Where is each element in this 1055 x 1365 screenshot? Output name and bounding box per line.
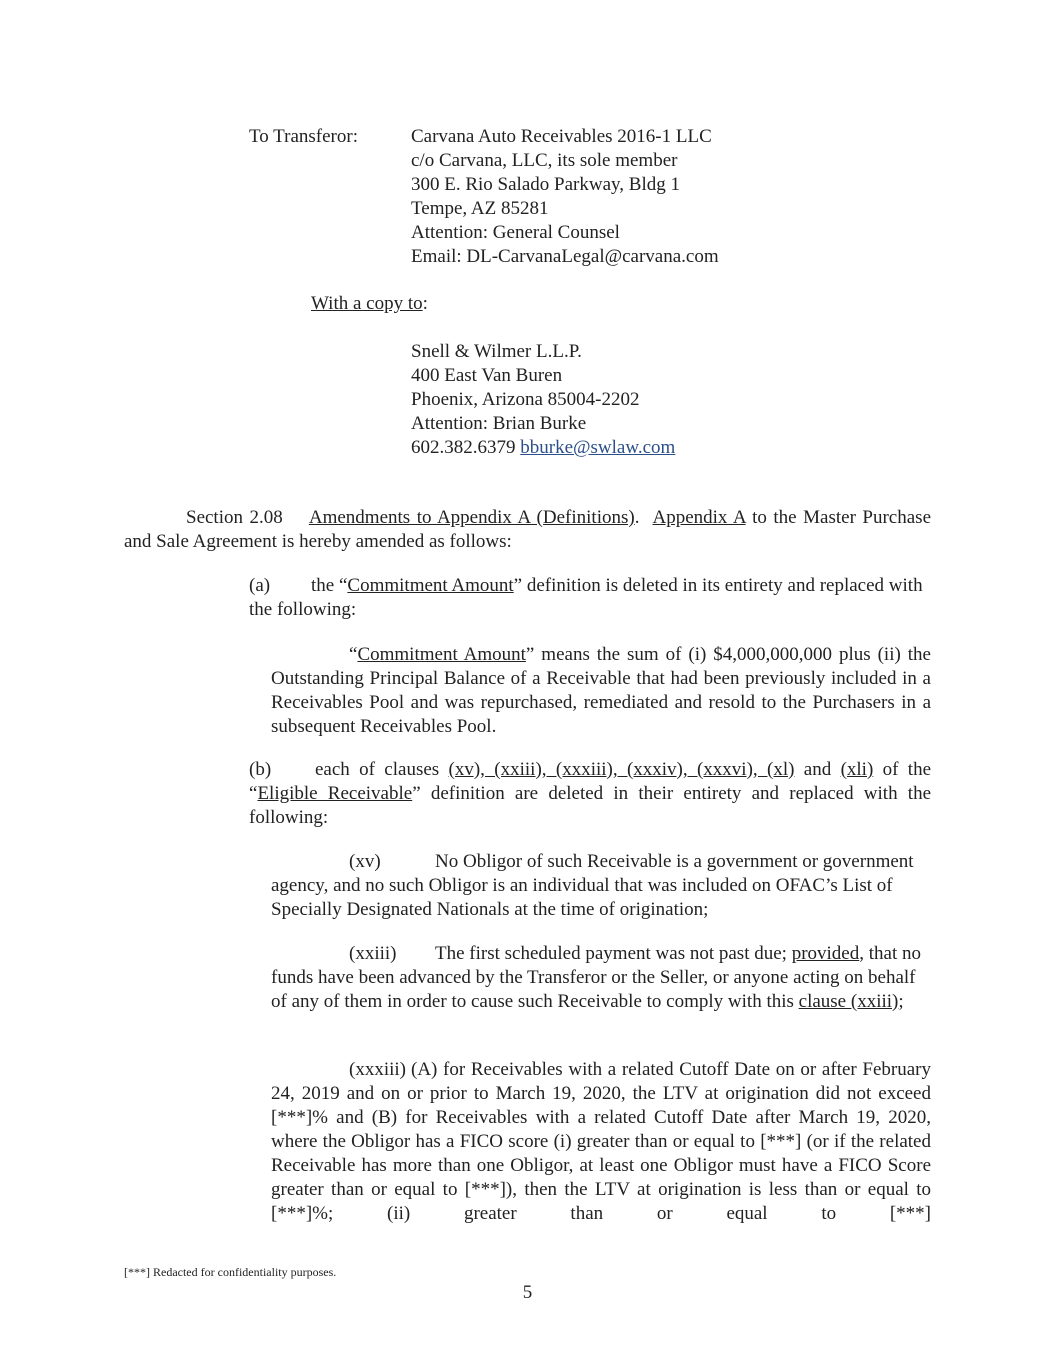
contact-line [411, 436, 675, 460]
subclause-xxxiii-text: (A) for Receivables with a related Cutoff Date on or after February 24, 2019 and on or prior to March 19, 2020, the LTV at origination did not exceed [***]% and (B) for Receivables with a related Cutoff Date after March 19, 2020, where the Obligor has a FICO score (i) greater than or equal to [***] (or if the related Receivable has more than one Obligor, at least one Obligor must have a FICO Score greater than or equal to [***]), then the LTV at origination is less than or equal to [***]%; (ii) greater than or equal to [***] [271, 1059, 931, 1224]
provided-term: provided [791, 943, 860, 964]
clause-a-pre: the “ [311, 575, 348, 596]
clause-a-term: Commitment Amount [347, 575, 514, 596]
subclause-xxiii [271, 942, 931, 1014]
address-line: c/o Carvana, LLC, its sole member [411, 150, 678, 171]
address-line: Tempe, AZ 85281 [411, 198, 549, 219]
clause-xxiii-ref: clause (xxiii) [798, 991, 899, 1012]
def-term: Commitment Amount [357, 644, 526, 665]
address-line: Phoenix, Arizona 85004-2202 [411, 389, 640, 410]
address-line: Attention: Brian Burke [411, 413, 587, 434]
email-link[interactable]: bburke@swlaw.com [520, 437, 676, 458]
section-intro [124, 506, 931, 554]
section-number: Section 2.08 [186, 507, 283, 528]
redaction-footnote: [***] Redacted for confidentiality purposes. [124, 1265, 337, 1279]
commitment-amount-definition [271, 643, 931, 739]
subclause-xxiii-label: (xxiii) [349, 943, 397, 964]
section-intro-text: to the Master Purchase and Sale Agreement is hereby amended as follows: [124, 507, 931, 552]
copy-address [411, 340, 675, 460]
address-line: Email: DL-CarvanaLegal@carvana.com [411, 246, 719, 267]
clause-b-pre: each of clauses [315, 759, 449, 780]
clause-a-post: ” definition is deleted in its entirety and replaced with the following: [249, 575, 923, 620]
def-text: ” means the sum of (i) $4,000,000,000 plus (ii) the Outstanding Principal Balance of a Receivable that had been previously included in a Receivables Pool and was repurchased, remediated and resold to the Purchasers in a subsequent Receivables Pool. [271, 644, 931, 737]
def-open-quote: “ [349, 644, 358, 665]
copy-to-label: With a copy to [311, 293, 423, 314]
section-title-period: . [634, 507, 640, 528]
clause-b-refs: (xv), (xxiii), (xxxiii), (xxxiv), (xxxvi), (xl) [448, 759, 795, 780]
copy-to-heading [311, 292, 428, 316]
subclause-xxiii-mid: , that no funds have been advanced by the Transferor or the Seller, or anyone acting on behalf of any of them in order to cause such Receivable to comply with this [271, 943, 921, 1012]
copy-to-colon: : [422, 293, 428, 314]
clause-b-term: Eligible Receivable [257, 783, 413, 804]
subclause-xv [271, 850, 931, 922]
subclause-xxiii-end: ; [898, 991, 904, 1012]
clause-b-of-the: of the [873, 759, 932, 780]
phone-number: 602.382.6379 [411, 437, 516, 458]
address-line: 400 East Van Buren [411, 365, 563, 386]
clause-b-open-quote: “ [249, 783, 258, 804]
address-line: Snell & Wilmer L.L.P. [411, 341, 582, 362]
address-line: Attention: General Counsel [411, 222, 620, 243]
subclause-xxxiii-label: (xxxiii) [349, 1059, 406, 1080]
subclause-xxxiii [271, 1058, 931, 1226]
subclause-xv-text: No Obligor of such Receivable is a government or government agency, and no such Obligor is an individual that was included on OFAC’s List of Specially Designated Nationals at the time of origination; [271, 851, 914, 920]
address-line: 300 E. Rio Salado Parkway, Bldg 1 [411, 174, 680, 195]
clause-b-post: ” definition are deleted in their entirety and replaced with the following: [249, 783, 931, 828]
address-line: Carvana Auto Receivables 2016-1 LLC [411, 126, 712, 147]
appendix-ref: Appendix A [652, 507, 746, 528]
page-number: 5 [522, 1282, 533, 1303]
clause-a-label: (a) [249, 575, 271, 596]
transferor-address [411, 125, 719, 269]
clause-b-and: and [794, 759, 841, 780]
subclause-xxiii-pre: The first scheduled payment was not past due; [435, 943, 792, 964]
section-title: Amendments to Appendix A (Definitions) [308, 507, 635, 528]
clause-b-label: (b) [249, 759, 272, 780]
subclause-xv-label: (xv) [349, 851, 381, 872]
notice-label: To Transferor: [249, 126, 358, 147]
clause-b-last-ref: (xli) [840, 759, 874, 780]
clause-a [249, 574, 931, 622]
clause-b [249, 758, 931, 830]
